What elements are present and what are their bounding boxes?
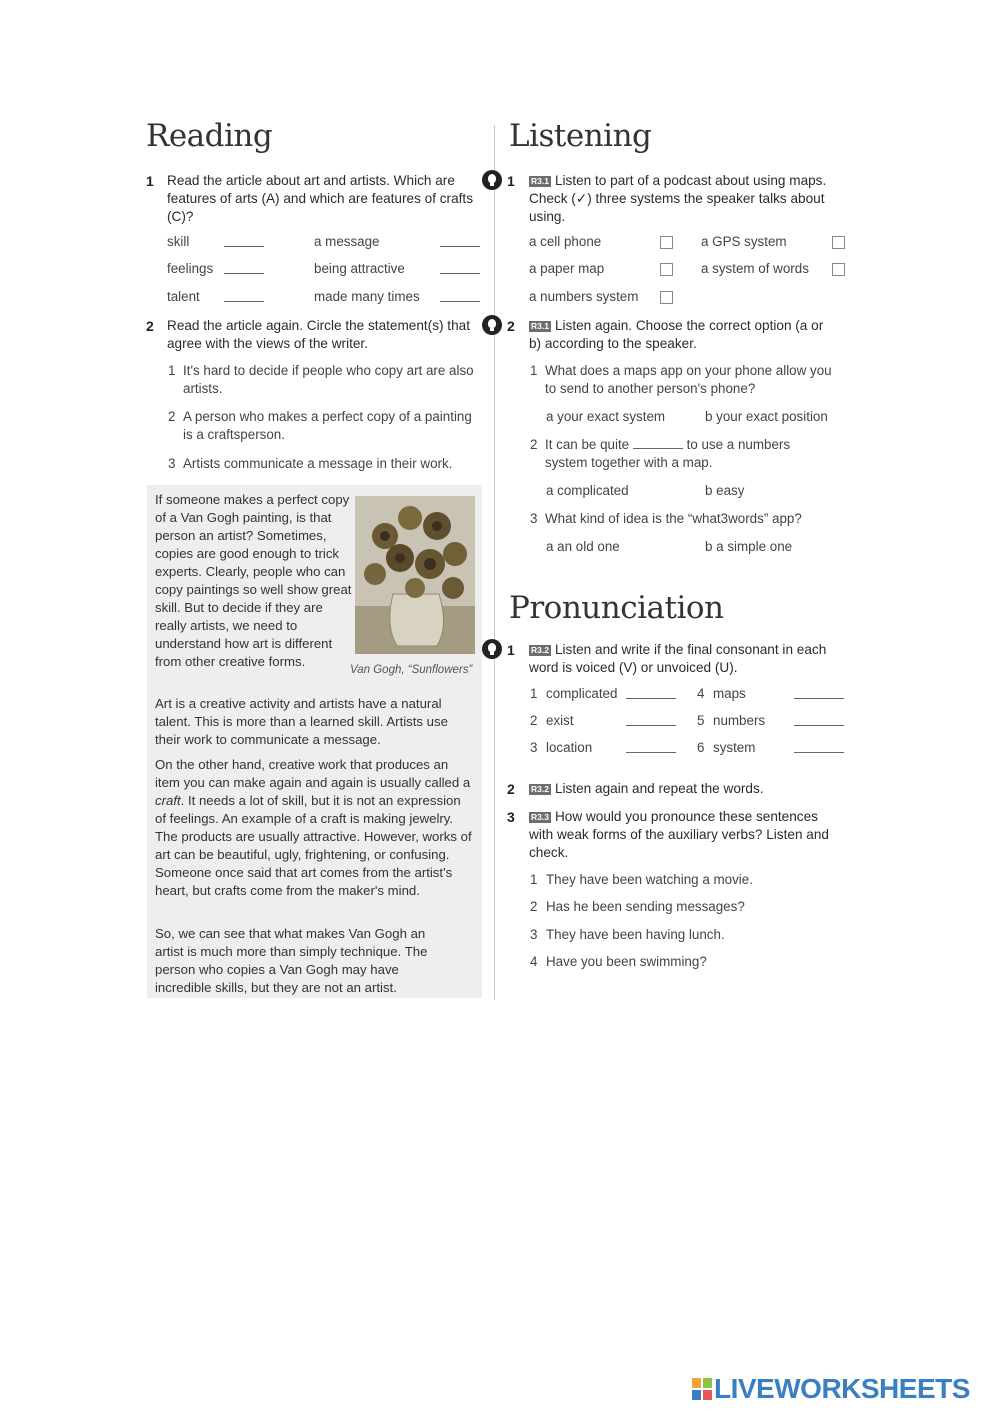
sentence-number: 3 [530,927,538,942]
word-number: 6 [697,740,705,755]
sunflowers-painting [355,496,475,654]
audio-track-icon[interactable]: R3.1 [531,176,549,186]
article-paragraph-4: So, we can see that what makes Van Gogh an artist is much more than simply technique. The person who copies a Van Gogh may have incredible skills, but they are not an artist. [155,926,428,995]
checkbox[interactable] [660,291,673,304]
pron-ex2-number: 2 [507,781,515,797]
sunflowers-image [355,496,475,654]
statement-text[interactable]: Artists communicate a message in their work. [183,456,453,471]
match-item: being attractive [314,261,405,276]
sentence: They have been watching a movie. [546,872,753,887]
answer-blank[interactable] [633,436,683,449]
reading-title: Reading [146,118,273,154]
match-item: talent [167,289,200,304]
option-b[interactable]: b a simple one [705,539,793,554]
question-text: What kind of idea is the “what3words” app? [545,511,802,526]
listening-ex1-instruction [529,172,829,226]
sentence: They have been having lunch. [546,927,725,942]
listening-ex2-instruction [529,317,829,353]
sentence-number: 1 [530,872,538,887]
word: location [546,740,593,755]
answer-blank[interactable] [224,261,264,274]
listening-ex2-number: 2 [507,318,515,334]
instruction-text: How would you pronounce these sentences with weak forms of the auxiliary verbs? Listen and check. [529,809,829,860]
article-paragraph-1: If someone makes a perfect copy of a Van Gogh painting, is that person an artist? Sometimes, copies are good enough to trick experts. Clearly, people who can copy paintings so well show great skill. But to decide if they are really artists, we need to understand how art is different from other creative forms. [155,492,352,669]
answer-blank[interactable] [626,740,676,753]
option-label: a cell phone [529,234,602,249]
checkbox[interactable] [660,236,673,249]
checkbox[interactable] [832,236,845,249]
answer-blank[interactable] [794,740,844,753]
listening-title: Listening [509,118,652,154]
painting-caption: Van Gogh, “Sunflowers” [350,664,473,676]
option-a[interactable]: a your exact system [546,409,666,424]
answer-blank[interactable] [224,234,264,247]
answer-blank[interactable] [440,261,480,274]
audio-track-icon[interactable]: R3.2 [531,645,549,655]
pronunciation-title: Pronunciation [509,590,724,626]
instruction-text: Listen to part of a podcast about using maps. Check (✓) three systems the speaker talks about using. [529,173,827,224]
statement-number: 3 [168,456,176,471]
statement-number: 1 [168,363,176,378]
answer-blank[interactable] [626,713,676,726]
option-b[interactable]: b your exact position [705,409,828,424]
audio-track-icon[interactable]: R3.3 [531,812,549,822]
checkbox[interactable] [660,263,673,276]
sentence: Have you been swimming? [546,954,707,969]
question-number: 2 [530,437,538,452]
logo-text: LIVEWORKSHEETS [714,1373,970,1404]
word: maps [713,686,746,701]
pron-ex1-instruction [529,641,847,677]
lightbulb-icon [482,639,502,659]
reading-ex2-number: 2 [146,318,154,334]
question-number: 1 [530,363,538,378]
word: numbers [713,713,766,728]
craft-term: craft [155,793,181,808]
word: system [713,740,756,755]
match-item: feelings [167,261,214,276]
answer-blank[interactable] [626,686,676,699]
paragraph-text: On the other hand, creative work that produces an item you can make again and again is usually called a [155,757,471,790]
pron-ex1-number: 1 [507,642,515,658]
word-number: 2 [530,713,538,728]
option-label: a numbers system [529,289,639,304]
answer-blank[interactable] [794,686,844,699]
lightbulb-icon [482,315,502,335]
audio-track-icon[interactable]: R3.2 [531,784,549,794]
word: complicated [546,686,618,701]
answer-blank[interactable] [440,234,480,247]
instruction-text: Listen again. Choose the correct option (a or b) according to the speaker. [529,318,824,351]
word: exist [546,713,574,728]
reading-ex2-instruction: Read the article again. Circle the statement(s) that agree with the views of the writer. [167,318,470,351]
pron-ex3-instruction [529,808,839,862]
listening-ex1-number: 1 [507,173,515,189]
question-number: 3 [530,511,538,526]
lightbulb-icon [482,170,502,190]
option-a[interactable]: a an old one [546,539,620,554]
question-text: What does a maps app on your phone allow you to send to another person's phone? [545,363,832,396]
word-number: 1 [530,686,538,701]
match-item: skill [167,234,190,249]
sentence-number: 2 [530,899,538,914]
pron-ex2-instruction [529,780,847,798]
column-divider [494,125,495,1000]
question-text [545,436,835,472]
question-text-part: to use a numbers system together with a map. [545,437,791,470]
reading-ex1-number: 1 [146,173,154,189]
answer-blank[interactable] [224,289,264,302]
sentence-number: 4 [530,954,538,969]
option-a[interactable]: a complicated [546,483,629,498]
match-item: made many times [314,289,420,304]
option-label: a system of words [701,261,809,276]
option-b[interactable]: b easy [705,483,745,498]
statement-text[interactable]: It's hard to decide if people who copy art are also artists. [183,363,474,396]
article-paragraph-3 [155,756,475,900]
word-number: 5 [697,713,705,728]
question-text-part: It can be quite [545,437,630,452]
answer-blank[interactable] [440,289,480,302]
word-number: 4 [697,686,705,701]
audio-track-icon[interactable]: R3.1 [531,321,549,331]
instruction-text: Listen again and repeat the words. [554,781,764,796]
option-label: a GPS system [701,234,787,249]
logo-icon [692,1378,712,1400]
word-number: 3 [530,740,538,755]
article-paragraph-2: Art is a creative activity and artists have a natural talent. This is more than a learned skill. Artists use their work to communicate a message. [155,696,448,747]
option-label: a paper map [529,261,605,276]
match-item: a message [314,234,380,249]
instruction-text: Listen and write if the final consonant in each word is voiced (V) or unvoiced (U). [529,642,827,675]
paragraph-text: . It needs a lot of skill, but it is not an expression of feelings. An example of a craft is making jewelry. The products are usually attractive. However, works of art can be beautiful, ugly, frightening, or confusing. Someone once said that art comes from the artist's heart, but crafts come from the maker's mind. [155,793,472,898]
liveworksheets-logo[interactable] [692,1373,970,1405]
statement-number: 2 [168,409,176,424]
checkbox[interactable] [832,263,845,276]
answer-blank[interactable] [794,713,844,726]
reading-ex1-instruction: Read the article about art and artists. Which are features of arts (A) and which are features of crafts (C)? [167,173,473,224]
pron-ex3-number: 3 [507,809,515,825]
statement-text[interactable]: A person who makes a perfect copy of a painting is a craftsperson. [183,409,472,442]
sentence: Has he been sending messages? [546,899,745,914]
